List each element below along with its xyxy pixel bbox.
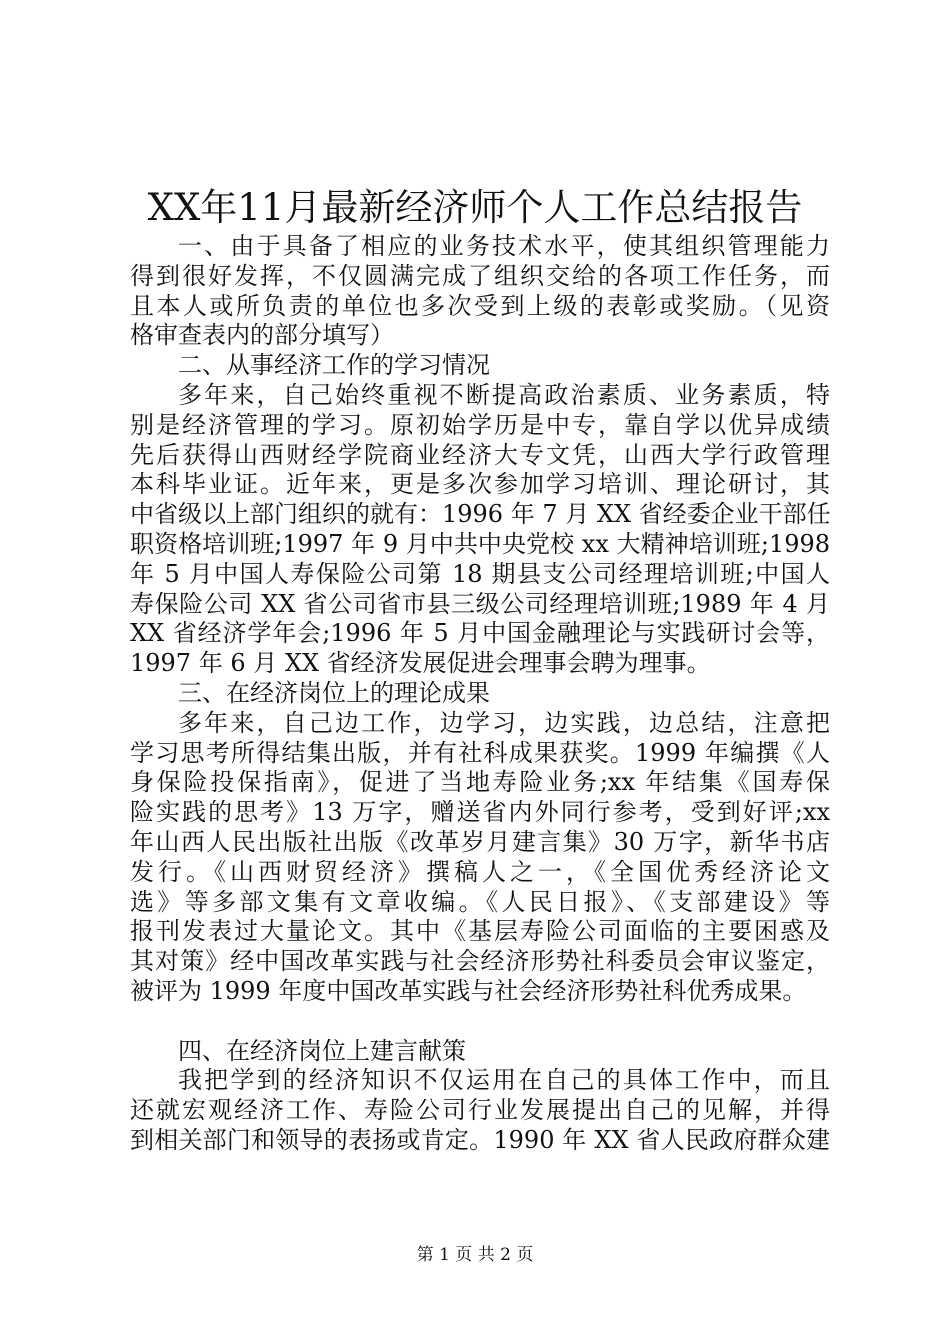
paragraph-line: 年山西人民出版社出版《改革岁月建言集》30 万字，新华书店	[130, 827, 830, 856]
paragraph-line: 本科毕业证。近年来，更是多次参加学习培训、理论研讨，其	[130, 470, 830, 499]
paragraph-line: 四、在经济岗位上建言献策	[178, 1036, 466, 1065]
paragraph-line: 身保险投保指南》，促进了当地寿险业务;xx 年结集《国寿保	[130, 768, 830, 797]
paragraph-line: 职资格培训班;1997 年 9 月中共中央党校 xx 大精神培训班;1998	[130, 529, 830, 558]
paragraph-line: 到相关部门和领导的表扬或肯定。1990 年 XX 省人民政府群众建	[130, 1125, 830, 1154]
paragraph-line: 被评为 1999 年度中国改革实践与社会经济形势社科优秀成果。	[130, 976, 807, 1005]
paragraph-line: 其对策》经中国改革实践与社会经济形势社科委员会审议鉴定，	[130, 947, 830, 976]
paragraph-line: 1997 年 6 月 XX 省经济发展促进会理事会聘为理事。	[130, 649, 711, 678]
paragraph-line: 中省级以上部门组织的就有：1996 年 7 月 XX 省经委企业干部任	[130, 500, 831, 529]
paragraph-line: 发行。《山西财贸经济》撰稿人之一，《全国优秀经济论文	[130, 857, 830, 886]
paragraph-line: 我把学到的经济知识不仅运用在自己的具体工作中，而且	[178, 1066, 830, 1095]
paragraph-line: 且本人或所负责的单位也多次受到上级的表彰或奖励。（见资	[130, 291, 830, 320]
paragraph-line: 二、从事经济工作的学习情况	[178, 351, 490, 380]
paragraph-line: 寿保险公司 XX 省公司省市县三级公司经理培训班;1989 年 4 月	[130, 589, 830, 618]
paragraph-line: 多年来，自己始终重视不断提高政治素质、业务素质，特	[178, 380, 830, 409]
document-title: XX年11月最新经济师个人工作总结报告	[147, 186, 803, 229]
paragraph-line: 险实践的思考》13 万字，赠送省内外同行参考，受到好评;xx	[130, 798, 830, 827]
paragraph-line: 格审查表内的部分填写）	[130, 321, 394, 350]
paragraph-line: 报刊发表过大量论文。其中《基层寿险公司面临的主要困惑及	[130, 917, 830, 946]
paragraph-line: 得到很好发挥，不仅圆满完成了组织交给的各项工作任务，而	[130, 261, 830, 290]
blank-line	[130, 1007, 830, 1037]
paragraph-line: 多年来，自己边工作，边学习，边实践，边总结，注意把	[178, 708, 830, 737]
paragraph-line: 三、在经济岗位上的理论成果	[178, 678, 490, 707]
paragraph-line: 年 5 月中国人寿保险公司第 18 期县支公司经理培训班;中国人	[130, 559, 830, 588]
paragraph-line: XX 省经济学年会;1996 年 5 月中国金融理论与实践研讨会等，	[130, 619, 830, 648]
paragraph-line: 还就宏观经济工作、寿险公司行业发展提出自己的见解，并得	[130, 1096, 830, 1125]
paragraph-line: 选》等多部文集有文章收编。《人民日报》、《支部建设》等	[130, 887, 830, 916]
paragraph-line: 一、由于具备了相应的业务技术水平，使其组织管理能力	[178, 232, 830, 260]
document-body	[130, 232, 830, 1156]
page-footer: 第 1 页 共 2 页	[416, 1245, 534, 1265]
paragraph-line: 学习思考所得结集出版，并有社科成果获奖。1999 年编撰《人	[130, 738, 830, 767]
paragraph-line: 别是经济管理的学习。原初始学历是中专，靠自学以优异成绩	[130, 410, 830, 439]
paragraph-line: 先后获得山西财经学院商业经济大专文凭，山西大学行政管理	[130, 440, 830, 469]
